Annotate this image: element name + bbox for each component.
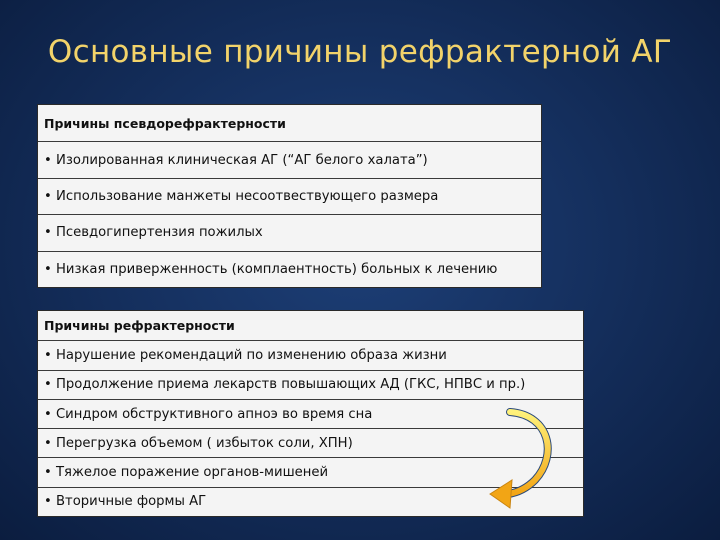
table-row: • Перегрузка объемом ( избыток соли, ХПН) xyxy=(38,428,583,457)
pseudo-refractory-table xyxy=(37,104,542,288)
slide-title: Основные причины рефрактерной АГ xyxy=(47,34,673,70)
table-row: • Изолированная клиническая АГ (“АГ белого халата”) xyxy=(38,141,541,177)
refractory-header: Причины рефрактерности xyxy=(44,318,235,334)
table-row: • Тяжелое поражение органов-мишеней xyxy=(38,457,583,486)
table-row: • Использование манжеты несоотвествующего размера xyxy=(38,178,541,214)
refractory-table xyxy=(37,310,584,517)
table-row: • Продолжение приема лекарств повышающих АД (ГКС, НПВС и пр.) xyxy=(38,370,583,399)
table-row: • Нарушение рекомендаций по изменению образа жизни xyxy=(38,340,583,369)
table-row: • Псевдогипертензия пожилых xyxy=(38,214,541,250)
table-row: • Вторичные формы АГ xyxy=(38,487,583,516)
table-row: • Низкая приверженность (комплаентность) больных к лечению xyxy=(38,251,541,287)
pseudo-refractory-header: Причины псевдорефрактерности xyxy=(44,115,286,131)
table-row: • Синдром обструктивного апноэ во время сна xyxy=(38,399,583,428)
